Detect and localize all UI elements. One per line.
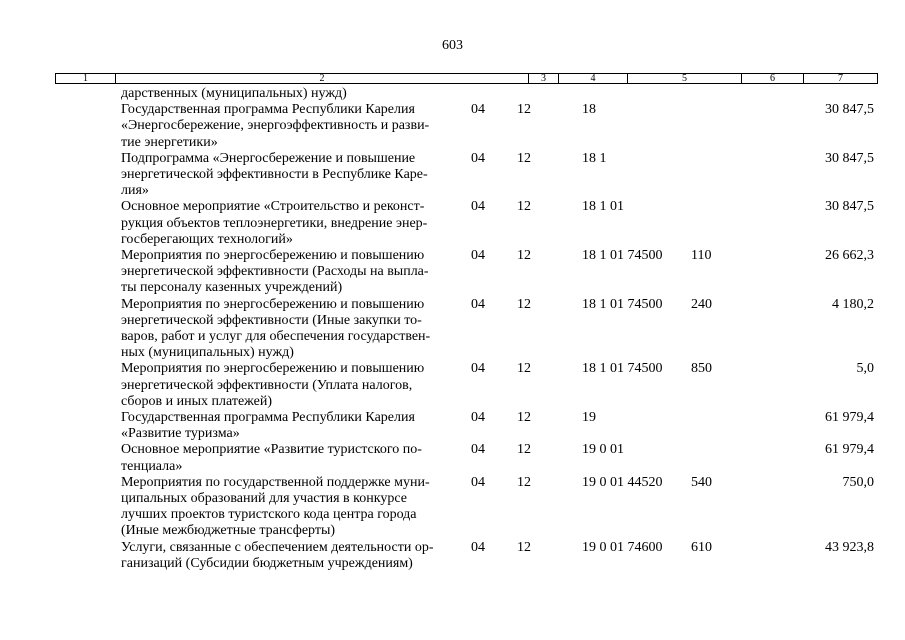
header-col-4: 4: [559, 74, 628, 83]
table-body: [0, 86, 905, 572]
row-name: дарственных (муниципальных) нужд): [121, 86, 347, 101]
row-expense-type: 540: [691, 474, 712, 490]
row-amount: 5,0: [856, 361, 874, 377]
row-subsection: 12: [517, 361, 531, 377]
row-amount: 43 923,8: [825, 539, 874, 555]
row-section: 04: [471, 361, 485, 377]
row-expense-type: 240: [691, 296, 712, 312]
page-number: 603: [442, 38, 463, 53]
row-name: Государственная программа Республики Карелия «Развитие туризма»: [121, 409, 415, 442]
row-target-article: 18 1 01: [582, 199, 624, 215]
table-row: [0, 540, 905, 572]
row-section: 04: [471, 296, 485, 312]
table-header-row: [55, 73, 878, 84]
row-amount: 61 979,4: [825, 409, 874, 425]
row-section: 04: [471, 199, 485, 215]
row-target-article: 18 1 01 74500: [582, 296, 663, 312]
header-col-6: 6: [742, 74, 804, 83]
table-row: [0, 248, 905, 297]
row-section: 04: [471, 539, 485, 555]
row-target-article: 18: [582, 102, 596, 118]
row-target-article: 18 1 01 74500: [582, 247, 663, 263]
row-amount: 26 662,3: [825, 247, 874, 263]
row-amount: 4 180,2: [832, 296, 874, 312]
row-subsection: 12: [517, 199, 531, 215]
row-subsection: 12: [517, 442, 531, 458]
table-row: [0, 442, 905, 474]
row-name: Основное мероприятие «Развитие туристского по- тенциала»: [121, 442, 422, 474]
row-target-article: 18 1 01 74500: [582, 361, 663, 377]
row-amount: 30 847,5: [825, 150, 874, 166]
row-subsection: 12: [517, 409, 531, 425]
header-col-2: 2: [116, 74, 529, 83]
row-target-article: 19: [582, 409, 596, 425]
header-col-3: 3: [529, 74, 559, 83]
row-subsection: 12: [517, 474, 531, 490]
row-section: 04: [471, 150, 485, 166]
row-name: Основное мероприятие «Строительство и реконст- рукция объектов теплоэнергетики, внедрение энер- госберегающих технологий»: [121, 199, 428, 247]
row-section: 04: [471, 474, 485, 490]
table-row: [0, 102, 905, 151]
row-name: Подпрограмма «Энергосбережение и повышение энергетической эффективности в Республике Каре- лия»: [121, 150, 428, 199]
table-row: [0, 410, 905, 442]
table-row: [0, 361, 905, 410]
row-subsection: 12: [517, 296, 531, 312]
row-section: 04: [471, 409, 485, 425]
table-row: [0, 199, 905, 248]
row-amount: 30 847,5: [825, 102, 874, 118]
row-name: Государственная программа Республики Карелия «Энергосбережение, энергоэффективность и разви- тие энергетики»: [121, 102, 430, 150]
row-subsection: 12: [517, 539, 531, 555]
table-row: [0, 297, 905, 362]
row-name: Мероприятия по энергосбережению и повышению энергетической эффективности (Уплата налогов, сборов и иных платежей): [121, 361, 425, 409]
row-subsection: 12: [517, 102, 531, 118]
row-section: 04: [471, 247, 485, 263]
table-row: [0, 475, 905, 540]
header-col-1: 1: [56, 74, 116, 83]
header-col-5: 5: [628, 74, 742, 83]
row-amount: 30 847,5: [825, 199, 874, 215]
row-section: 04: [471, 102, 485, 118]
row-name: Мероприятия по энергосбережению и повышению энергетической эффективности (Иные закупки то- варов, работ и услуг для обеспечения государствен- ных (муниципальных) нужд): [121, 296, 431, 361]
row-amount: 61 979,4: [825, 442, 874, 458]
row-name: Мероприятия по энергосбережению и повышению энергетической эффективности (Расходы на выпла- ты персоналу казенных учреждений): [121, 247, 429, 296]
row-name: Услуги, связанные с обеспечением деятельности ор- ганизаций (Субсидии бюджетным учреждениям): [121, 539, 434, 571]
row-expense-type: 110: [691, 247, 712, 263]
row-expense-type: 610: [691, 539, 712, 555]
row-subsection: 12: [517, 150, 531, 166]
row-amount: 750,0: [842, 474, 874, 490]
row-subsection: 12: [517, 247, 531, 263]
row-target-article: 18 1: [582, 150, 607, 166]
row-section: 04: [471, 442, 485, 458]
row-target-article: 19 0 01 74600: [582, 539, 663, 555]
row-target-article: 19 0 01 44520: [582, 474, 663, 490]
header-col-7: 7: [838, 73, 843, 84]
row-expense-type: 850: [691, 361, 712, 377]
table-row: [0, 86, 905, 102]
row-name: Мероприятия по государственной поддержке муни- ципальных образований для участия в конкурсе лучших проектов туристского кода центра города (Иные межбюджетные трансферты): [121, 474, 430, 539]
row-target-article: 19 0 01: [582, 442, 624, 458]
table-row: [0, 151, 905, 200]
